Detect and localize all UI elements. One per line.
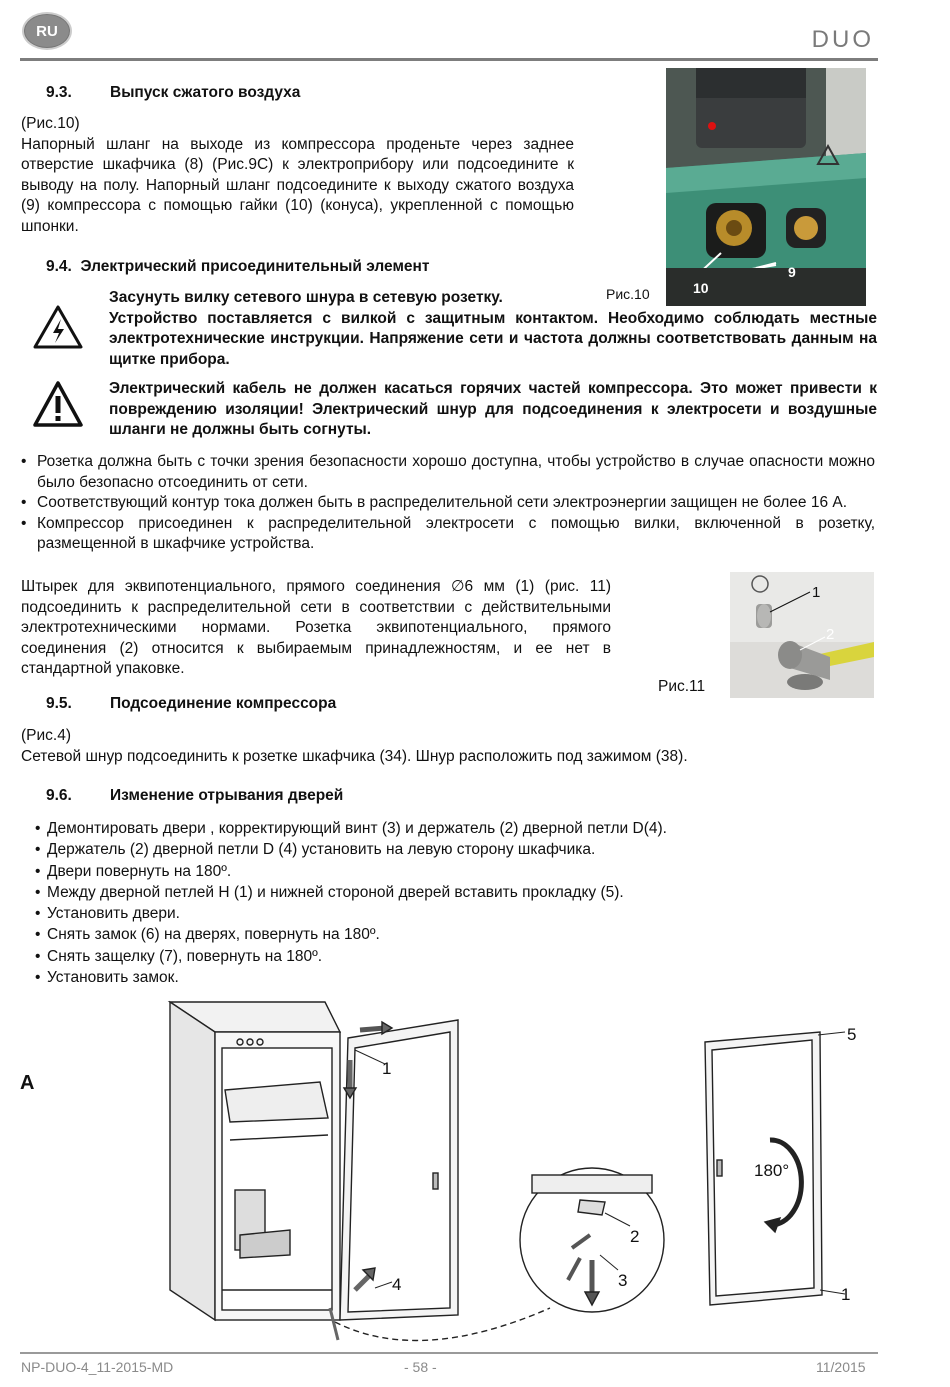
header-divider xyxy=(20,58,878,61)
section-title: Изменение отрывания дверей xyxy=(110,787,344,804)
section-number: 9.3. xyxy=(46,84,72,101)
figure-11-photo xyxy=(730,572,874,698)
callout-3: 3 xyxy=(618,1271,628,1290)
electric-hazard-icon xyxy=(33,305,83,354)
callout-1: 1 xyxy=(382,1059,392,1078)
warning-icon xyxy=(33,381,83,432)
list-item: • Компрессор присоединен к распределительной электросети с помощью вилки, включенной в розетку, размещенной в шкафчике устройства. xyxy=(21,514,875,555)
warning-cable: Электрический кабель не должен касаться горячих частей компрессора. Это может привести к повреждению изоляции! Электрический шнур для подсоединения к электросети и воздушные шланги не должны быть согнуты. xyxy=(109,380,877,438)
figure-11-label-1: 1 xyxy=(812,584,821,601)
paragraph: Сетевой шнур подсоединить к розетке шкафчика (34). Шнур расположить под зажимом (38). xyxy=(21,747,688,765)
figure-10-photo xyxy=(666,68,866,306)
figure-reference: (Рис.4) xyxy=(21,727,71,744)
section-title: Выпуск сжатого воздуха xyxy=(110,84,301,101)
warning-first-line: Засунуть вилку сетевого шнура в сетевую розетку. xyxy=(109,289,503,306)
figure-11-caption: Рис.11 xyxy=(658,678,706,695)
section-number: 9.6. xyxy=(46,787,72,804)
rotation-label: 180° xyxy=(754,1161,790,1180)
section-9-5-heading xyxy=(46,695,336,713)
footer-page-number: - 58 - xyxy=(404,1359,437,1375)
callout-5: 5 xyxy=(847,1025,857,1044)
list-item: • Двери повернуть на 180º. xyxy=(35,861,875,882)
warning-electrical xyxy=(109,288,877,370)
callout-4: 4 xyxy=(392,1275,402,1294)
footer-divider xyxy=(20,1352,878,1354)
section-number: 9.5. xyxy=(46,695,72,712)
figure-10-label-9: 9 xyxy=(788,264,796,280)
list-item: • Установить двери. xyxy=(35,903,875,924)
footer-doc-id: NP-DUO-4_11-2015-MD xyxy=(21,1359,174,1375)
footer-date: 11/2015 xyxy=(816,1359,866,1375)
figure-10-label-10: 10 xyxy=(693,280,709,296)
warning-text: Устройство поставляется с вилкой с защитным контактом. Необходимо соблюдать местные электротехнические инструкции. Напряжение сети и частота должны соответствовать данным на щитке прибора. xyxy=(109,309,877,368)
figure-10-caption: Рис.10 xyxy=(606,286,650,302)
brand-name: DUO xyxy=(811,26,874,53)
equipotential-paragraph: Штырек для эквипотенциального, прямого соединения ∅6 мм (1) (рис. 11) подсоединить к распределительной сети в соответствии с действительными электротехническими нормами. Розетка эквипотенциального, прямого соединения (2) относится к выбираемым принадлежностям, и ее нет в стандартной упаковке. xyxy=(21,578,611,677)
safety-list xyxy=(21,452,875,555)
section-title: Электрический присоединительный элемент xyxy=(80,258,430,275)
paragraph: Напорный шланг на выходе из компрессора проденьте через заднее отверстие шкафчика (8) (Рис.9C) к электроприбору или подсоедините к выводу на полу. Напорный шланг подсоедините к выходу сжатого воздуха (9) компрессора с помощью гайки (10) (конуса), укрепленной с помощью шпонки. xyxy=(21,135,574,235)
list-item: • Между дверной петлей H (1) и нижней стороной дверей вставить прокладку (5). xyxy=(35,882,875,903)
list-item: • Держатель (2) дверной петли D (4) установить на левую сторону шкафчика. xyxy=(35,839,875,860)
door-reversal-drawing xyxy=(160,990,880,1352)
list-item: • Розетка должна быть с точки зрения безопасности хорошо доступна, чтобы устройство в случае опасности можно было безопасно отсоединить от сети. xyxy=(21,452,875,493)
list-item: • Снять замок (6) на дверях, повернуть на 180º. xyxy=(35,924,875,945)
list-item: • Установить замок. xyxy=(35,967,875,988)
figure-reference: (Рис.10) xyxy=(21,115,80,132)
language-badge: RU xyxy=(22,12,72,50)
section-9-6-heading xyxy=(46,787,343,805)
section-9-4-heading xyxy=(46,258,430,276)
section-9-3-heading xyxy=(46,84,300,102)
section-title: Подсоединение компрессора xyxy=(110,695,337,712)
list-item: • Снять защелку (7), повернуть на 180º. xyxy=(35,946,875,967)
list-item: • Соответствующий контур тока должен быть в распределительной сети электроэнергии защищен не более 16 A. xyxy=(21,493,875,514)
section-9-5-body xyxy=(21,726,875,767)
callout-2: 2 xyxy=(630,1227,640,1246)
door-steps-list xyxy=(35,818,875,988)
figure-11-label-2: 2 xyxy=(826,626,835,643)
section-9-3-body xyxy=(21,114,574,237)
callout-1-right: 1 xyxy=(841,1285,851,1304)
list-item: • Демонтировать двери , корректирующий винт (3) и держатель (2) дверной петли D(4). xyxy=(35,818,875,839)
figure-a-label: A xyxy=(20,1072,35,1094)
section-number: 9.4. xyxy=(46,258,72,275)
